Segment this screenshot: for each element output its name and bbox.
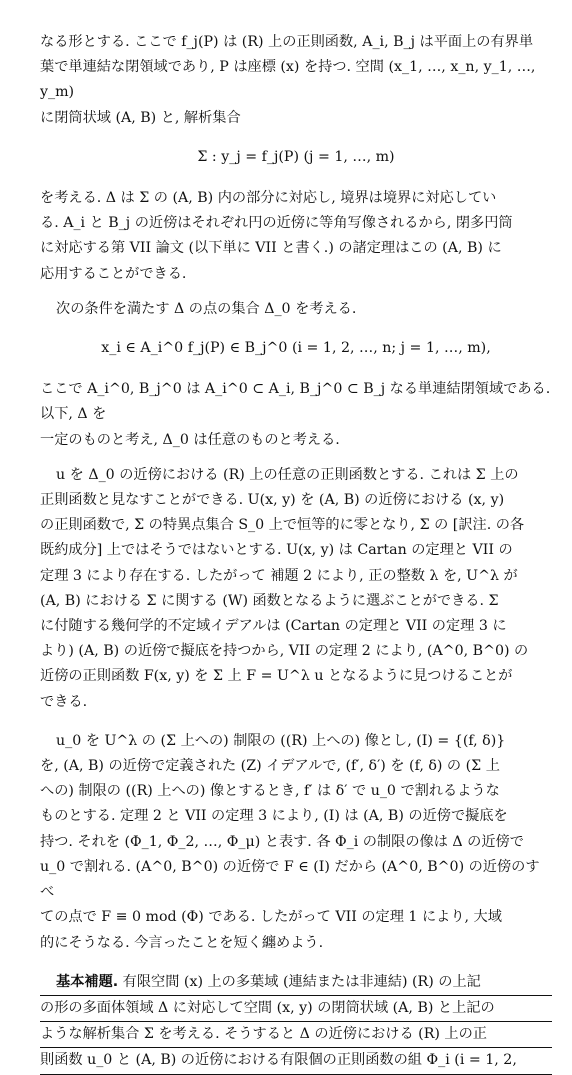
text-line: 一定のものと考え, Δ_0 は任意のものと考える. bbox=[40, 431, 340, 448]
text-line: 基本補題. 有限空間 (x) 上の多葉域 (連結または非連結) (R) の上記 bbox=[40, 970, 552, 996]
text-line: に閉筒状域 (A, B) と, 解析集合 bbox=[40, 109, 241, 126]
paragraph-5 bbox=[40, 463, 552, 715]
equation-conditions: x_i ∈ A_i^0 f_j(P) ∈ B_j^0 (i = 1, 2, …, n; j = 1, …, m), bbox=[101, 340, 491, 357]
text-line: できる. bbox=[40, 693, 88, 710]
text-line: 定理 3 により存在する. したがって 補題 2 により, 正の整数 λ を, U^λ が bbox=[40, 567, 518, 584]
text-line: u を Δ_0 の近傍における (R) 上の任意の正則函数とする. これは Σ 上の bbox=[56, 466, 519, 483]
text-line: 応用することができる. bbox=[40, 265, 187, 282]
paragraph-3 bbox=[40, 297, 552, 322]
text-line: 持つ. それを (Φ_1, Φ_2, …, Φ_μ) と表す. 各 Φ_i の制限の像は Δ の近傍で bbox=[40, 833, 524, 850]
text-line: 近傍の正則函数 F(x, y) を Σ 上 F = U^λ u となるように見つけることが bbox=[40, 668, 513, 685]
text-line: る. A_i と B_j の近傍はそれぞれ円の近傍に等角写像されるから, 閉多円筒 bbox=[40, 215, 513, 232]
text-line: u_0 を U^λ の (Σ 上への) 制限の ((R) 上への) 像とし, (I) = {(f, δ)} bbox=[56, 732, 506, 749]
fundamental-lemma bbox=[40, 970, 552, 1075]
text-line: ものとする. 定理 2 と VII の定理 3 により, (I) は (A, B) の近傍で擬底を bbox=[40, 808, 508, 825]
text-line: を, (A, B) の近傍で定義された (Z) イデアルで, (f′, δ′) を (f, δ) の (Σ 上 bbox=[40, 758, 500, 775]
text-line: ような解析集合 Σ を考える. そうすると Δ の近傍における (R) 上の正 bbox=[40, 1022, 552, 1048]
equation-sigma: Σ : y_j = f_j(P) (j = 1, …, m) bbox=[197, 148, 395, 165]
text-line: より) (A, B) の近傍で擬底を持つから, VII の定理 2 により, (A^0, B^0) の bbox=[40, 643, 529, 660]
text-line: 既約成分] 上ではそうではないとする. U(x, y) は Cartan の定理と VII の bbox=[40, 542, 513, 559]
paragraph-4 bbox=[40, 377, 552, 453]
text-line: 葉で単連結な閉領域であり, P は座標 (x) を持つ. 空間 (x_1, …, x_n, y_1, …, y_m) bbox=[40, 59, 536, 101]
text-line: ここで A_i^0, B_j^0 は A_i^0 ⊂ A_i, B_j^0 ⊂ B_j なる単連結閉領域である. 以下, Δ を bbox=[40, 381, 551, 423]
text-line: 則函数 u_0 と (A, B) の近傍における有限個の正則函数の組 Φ_i (i = 1, 2, bbox=[40, 1048, 552, 1074]
text-line: に付随する幾何学的不定域イデアルは (Cartan の定理と VII の定理 3 に bbox=[40, 618, 507, 635]
text-line: u_0 で割れる. (A^0, B^0) の近傍で F ∈ (I) だから (A^0, B^0) の近傍のすべ bbox=[40, 858, 540, 901]
paragraph-2 bbox=[40, 186, 552, 287]
text-line: 正則函数と見なすことができる. U(x, y) を (A, B) の近傍における (x, y) bbox=[40, 492, 505, 509]
text-line: (A, B) における Σ に関する (W) 函数となるように選ぶことができる. Σ bbox=[40, 592, 499, 609]
text-line: の正則函数で, Σ の特異点集合 S_0 上で恒等的に零となり, Σ の [訳注. の各 bbox=[40, 517, 525, 534]
text-line: ての点で F ≡ 0 mod (Φ) である. したがって VII の定理 1 により, 大域 bbox=[40, 909, 502, 926]
text-line: を考える. Δ は Σ の (A, B) 内の部分に対応し, 境界は境界に対応してい bbox=[40, 190, 497, 207]
lemma-heading: 基本補題. bbox=[56, 973, 119, 990]
paragraph-1 bbox=[40, 30, 552, 131]
text-line: 的にそうなる. 今言ったことを短く纏めよう. bbox=[40, 934, 324, 951]
text-line: の形の多面体領域 Δ に対応して空間 (x, y) の閉筒状域 (A, B) と上記の bbox=[40, 996, 552, 1022]
text-line: 次の条件を満たす Δ の点の集合 Δ_0 を考える. bbox=[56, 300, 357, 317]
text-line: なる形とする. ここで f_j(P) は (R) 上の正則函数, A_i, B_j は平面上の有界単 bbox=[40, 34, 534, 50]
text-line: に対応する第 VII 論文 (以下単に VII と書く.) の諸定理はこの (A, B) に bbox=[40, 240, 502, 257]
paragraph-6 bbox=[40, 729, 552, 956]
text-line: への) 制限の ((R) 上への) 像とするとき, f′ は δ′ で u_0 で割れるような bbox=[40, 783, 500, 800]
